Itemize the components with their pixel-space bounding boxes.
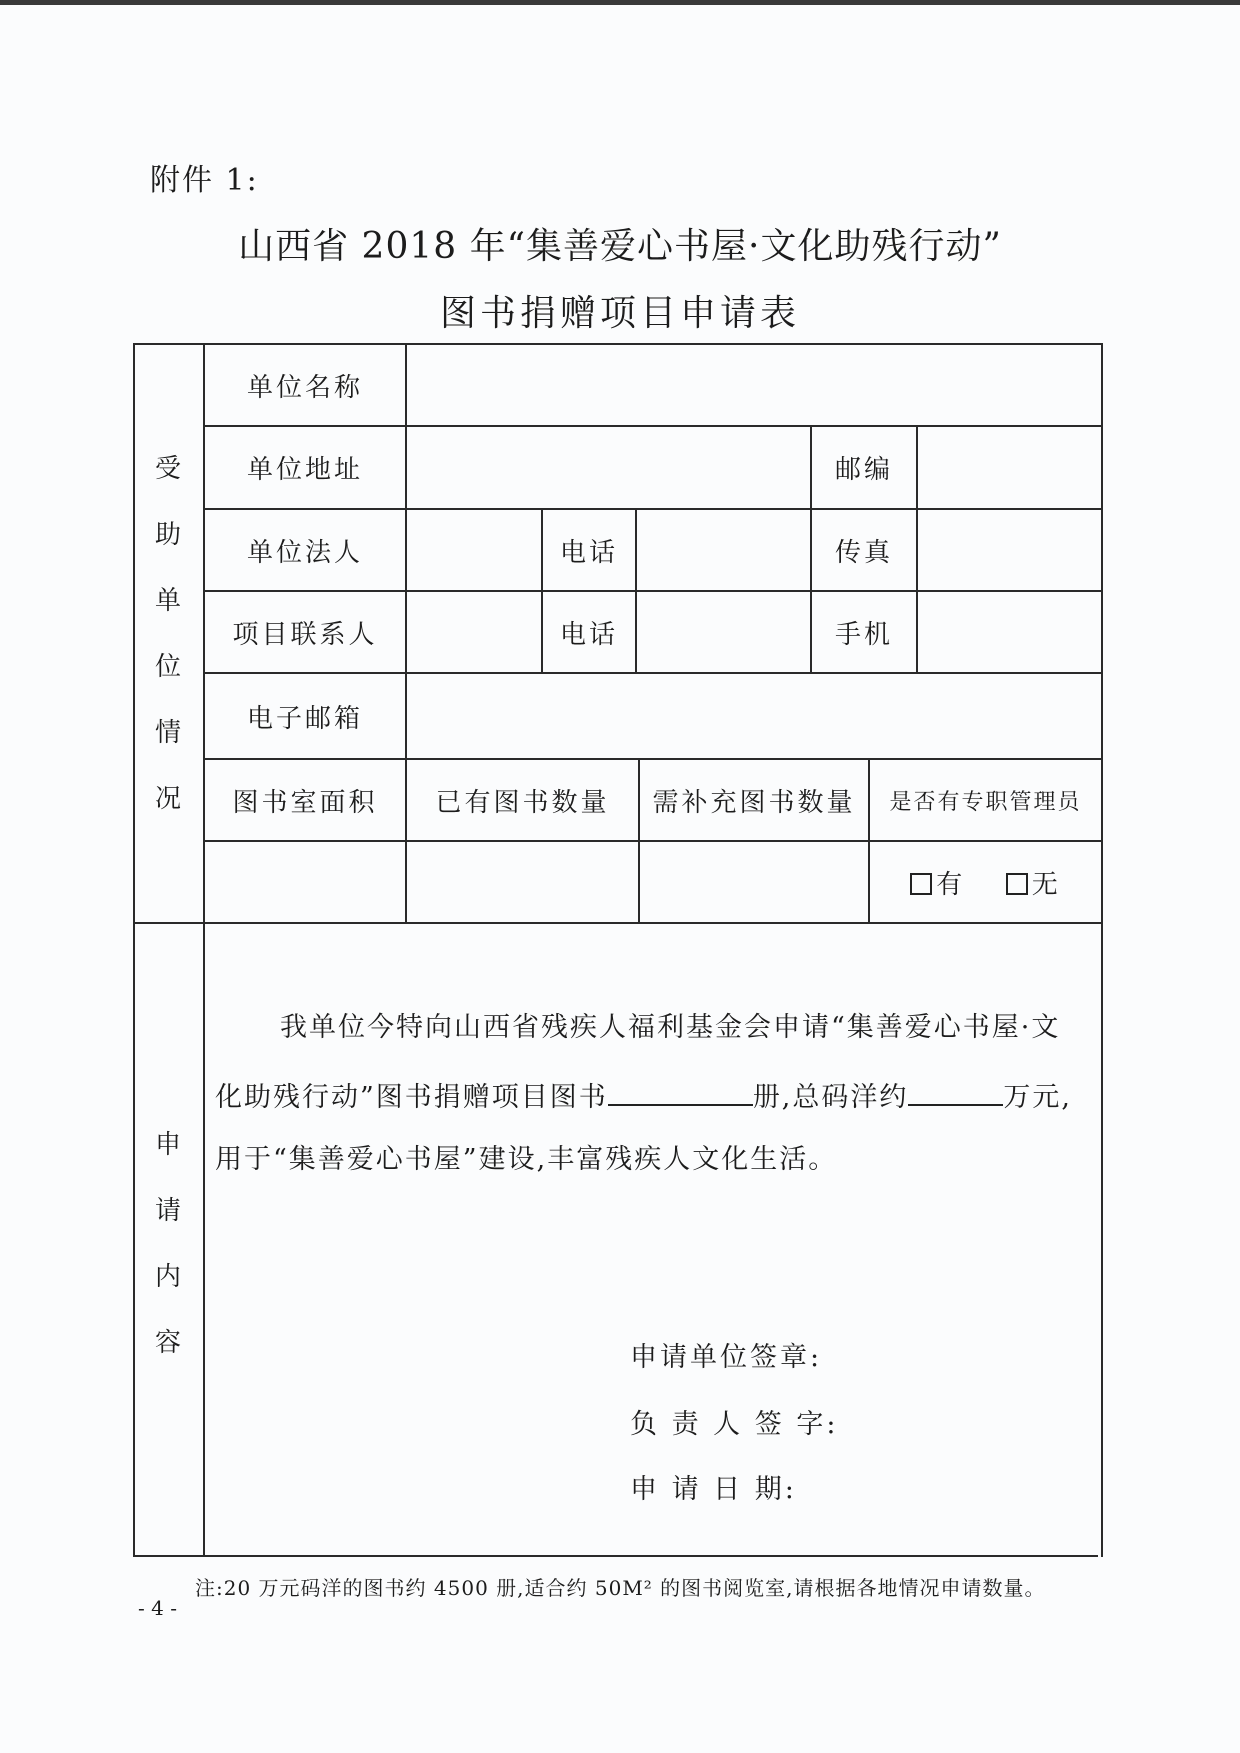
- legal-person-field[interactable]: [407, 510, 541, 590]
- application-line-3: 用于“集善爱心书屋”建设,丰富残疾人文化生活。: [215, 1144, 838, 1175]
- amount-blank[interactable]: [908, 1080, 1003, 1106]
- checkbox-yes[interactable]: [910, 873, 932, 895]
- mobile-field[interactable]: [918, 592, 1101, 672]
- label-mobile: 手机: [834, 619, 893, 650]
- label-fax: 传真: [834, 537, 893, 568]
- signature-person[interactable]: 负 责 人 签 字:: [630, 1409, 839, 1440]
- postcode-field[interactable]: [918, 427, 1101, 508]
- checkbox-no[interactable]: [1006, 873, 1028, 895]
- librarian-options: [870, 842, 1101, 922]
- existing-books-field[interactable]: [407, 842, 638, 922]
- label-legal-person: 单位法人: [246, 537, 363, 568]
- option-yes[interactable]: 有: [910, 864, 965, 901]
- signature-date[interactable]: 申 请 日 期:: [630, 1474, 797, 1505]
- label-phone-2: 电话: [559, 619, 618, 650]
- label-unit-name: 单位名称: [246, 372, 363, 403]
- section-label-application: 申 请 内 容: [154, 1130, 181, 1358]
- application-line-2: 化助残行动”图书捐赠项目图书 册,总码洋约 万元,: [215, 1082, 1072, 1113]
- attachment-label: 附件 1:: [150, 163, 259, 198]
- label-email: 电子邮箱: [246, 703, 363, 734]
- form-title-line1: 山西省 2018 年“集善爱心书屋·文化助残行动”: [238, 226, 1002, 267]
- needed-books-field[interactable]: [640, 842, 868, 922]
- form-title-line2: 图书捐赠项目申请表: [439, 293, 800, 334]
- label-unit-address: 单位地址: [246, 455, 363, 485]
- label-library-area: 图书室面积: [232, 787, 378, 818]
- phone-1-field[interactable]: [637, 510, 810, 590]
- application-line-1: 我单位今特向山西省残疾人福利基金会申请“集善爱心书屋·文: [280, 1012, 1061, 1043]
- email-field[interactable]: [407, 674, 1101, 758]
- label-has-librarian: 是否有专职管理员: [889, 789, 1082, 815]
- label-contact: 项目联系人: [232, 619, 378, 650]
- contact-field[interactable]: [407, 592, 541, 672]
- scan-top-edge: [0, 0, 1240, 5]
- signature-seal[interactable]: 申请单位签章:: [630, 1342, 823, 1373]
- label-existing-books: 已有图书数量: [435, 787, 610, 818]
- fax-field[interactable]: [918, 510, 1101, 590]
- option-no[interactable]: 无: [1006, 864, 1061, 901]
- unit-name-field[interactable]: [407, 345, 1101, 425]
- label-postcode: 邮编: [834, 455, 893, 485]
- label-phone-1: 电话: [559, 537, 618, 568]
- phone-2-field[interactable]: [637, 592, 810, 672]
- label-needed-books: 需补充图书数量: [652, 787, 856, 818]
- section-label-recipient: 受 助 单 位 情 况: [154, 454, 181, 814]
- unit-address-field[interactable]: [407, 427, 810, 508]
- book-count-blank[interactable]: [608, 1080, 753, 1106]
- page-number: - 4 -: [138, 1596, 177, 1620]
- footnote: 注:20 万元码洋的图书约 4500 册,适合约 50M² 的图书阅览室,请根据各地情况申请数量。: [195, 1576, 1046, 1600]
- library-area-field[interactable]: [205, 842, 405, 922]
